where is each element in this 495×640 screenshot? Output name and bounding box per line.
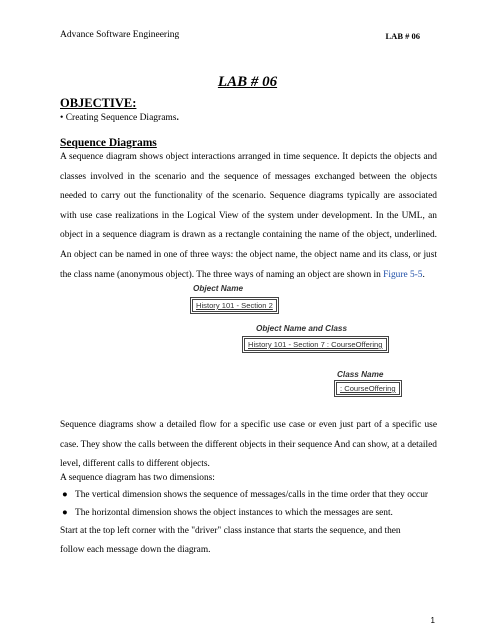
objective-heading: OBJECTIVE: <box>60 96 137 110</box>
figure-box-object-name-and-class <box>244 338 387 351</box>
paragraph-intro-text: A sequence diagram shows object interactions arranged in time sequence. It depicts the objects and classes involved in the scenario and the sequence of messages exchanged between the objects needed to carry out the functionality of the scenario. Sequence diagrams typically are associated with use case realizations in the Logical View of the system under development. In the UML, an object in a sequence diagram is drawn as a rectangle containing the name of the object, underlined. An object can be named in one of three ways: the object name, the object name and its class, or just the class name (anonymous object). The three ways of naming an object are shown in <box>60 152 437 280</box>
objective-period: . <box>176 113 179 123</box>
bullet-glyph: ● <box>62 490 68 500</box>
paragraph-start-line-2: follow each message down the diagram. <box>60 545 211 555</box>
dimensions-intro: A sequence diagram has two dimensions: <box>60 473 215 483</box>
figure-object-naming <box>178 284 418 396</box>
figure-box-object-name-and-class-text: History 101 - Section 7 : CourseOffering <box>248 340 383 349</box>
figure-box-class-name-text: : CourseOffering <box>340 384 396 393</box>
objective-text: Creating Sequence Diagrams <box>65 113 177 123</box>
header-course: Advance Software Engineering <box>60 30 180 40</box>
page-number: 1 <box>430 616 435 625</box>
paragraph-intro <box>60 148 437 285</box>
figure-reference-link[interactable]: Figure 5-5 <box>383 269 423 280</box>
bullet-glyph: ● <box>62 508 68 518</box>
figure-label-class-name: Class Name <box>337 370 384 379</box>
paragraph-intro-end: . <box>422 269 425 280</box>
bullet-vertical-dimension: The vertical dimension shows the sequence of messages/calls in the time order that they occur <box>75 490 429 500</box>
header-lab: LAB # 06 <box>385 31 420 41</box>
bullet-glyph: • <box>60 113 64 123</box>
figure-label-object-name-and-class: Object Name and Class <box>256 324 348 333</box>
objective-item <box>60 113 179 123</box>
figure-box-class-name <box>336 382 400 395</box>
page-title: LAB # 06 <box>217 74 278 90</box>
figure-box-object-name <box>192 299 277 312</box>
figure-box-object-name-text: History 101 - Section 2 <box>196 301 273 310</box>
paragraph-start-line-1: Start at the top left corner with the "driver" class instance that starts the sequence, and then <box>60 526 401 536</box>
figure-label-object-name: Object Name <box>193 284 244 293</box>
paragraph-detail: Sequence diagrams show a detailed flow for a specific use case or even just part of a specific use case. They show the calls between the different objects in their sequence And can show, at a detailed level, different calls to different objects. <box>60 420 437 470</box>
bullet-horizontal-dimension: The horizontal dimension shows the object instances to which the messages are sent. <box>75 508 393 518</box>
section-heading-sequence-diagrams: Sequence Diagrams <box>60 137 157 149</box>
